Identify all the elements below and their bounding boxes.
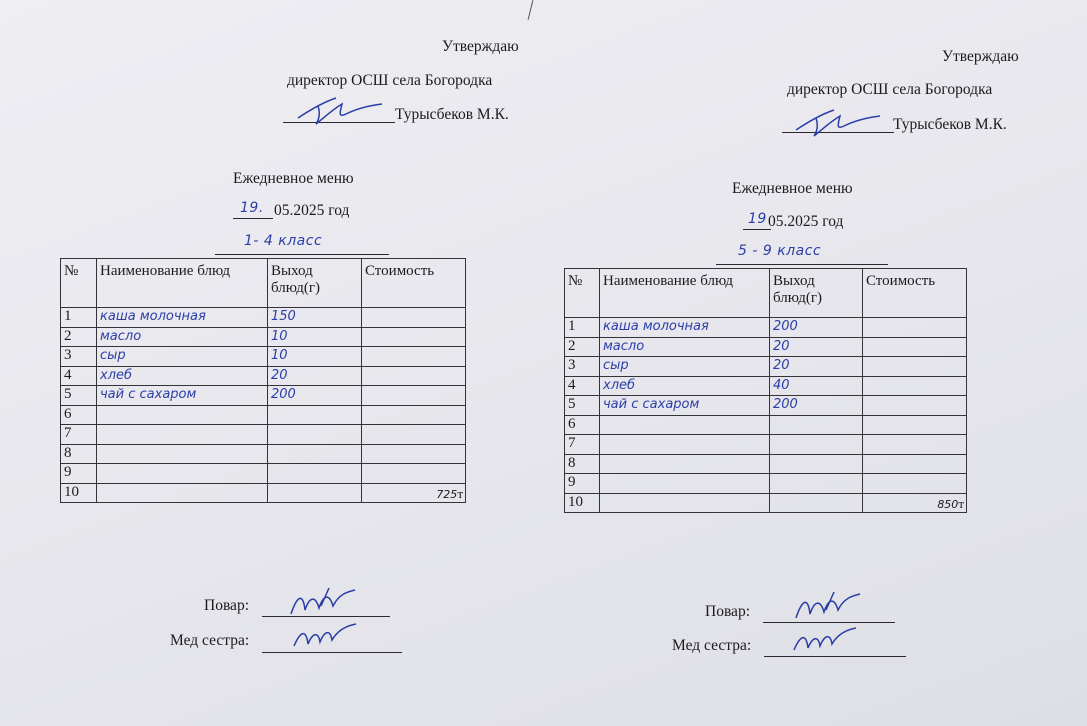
director-title: директор ОСШ села Богородка xyxy=(787,81,993,98)
dish-cost xyxy=(863,454,967,474)
cook-signature xyxy=(790,590,870,626)
menu-table xyxy=(564,268,967,513)
dish-name: каша молочная xyxy=(97,308,268,328)
total-cost: 725т xyxy=(436,486,463,501)
table-row xyxy=(565,493,967,513)
dish-name: масло xyxy=(600,337,770,357)
dish-cost xyxy=(863,435,967,455)
dish-name: хлеб xyxy=(97,366,268,386)
class-label: 1- 4 класс xyxy=(244,233,323,249)
director-signature xyxy=(788,104,888,144)
dish-output xyxy=(770,415,863,435)
approve-label: Утверждаю xyxy=(442,38,519,55)
class-label: 5 - 9 класс xyxy=(738,243,822,259)
date-rest: 05.2025 год xyxy=(768,213,844,230)
dish-output: 200 xyxy=(770,318,863,338)
dish-output xyxy=(770,454,863,474)
dish-name: чай с сахаром xyxy=(97,386,268,406)
dish-output: 150 xyxy=(268,308,362,328)
director-title: директор ОСШ села Богородка xyxy=(287,72,493,89)
dish-cost xyxy=(863,318,967,338)
dish-output: 40 xyxy=(770,376,863,396)
date-day: 19 xyxy=(748,211,767,227)
col-cost: Стоимость xyxy=(863,269,967,318)
col-num: № xyxy=(61,259,97,308)
nurse-label: Мед сестра: xyxy=(672,637,752,654)
col-output: Выход блюд(г) xyxy=(268,259,362,308)
dish-output xyxy=(770,435,863,455)
dish-cost xyxy=(863,376,967,396)
table-row xyxy=(565,376,967,396)
row-num: 7 xyxy=(61,425,97,445)
row-num: 10 xyxy=(565,493,600,513)
dish-cost xyxy=(863,357,967,377)
dish-name xyxy=(600,435,770,455)
dish-output: 20 xyxy=(770,357,863,377)
table-row xyxy=(565,435,967,455)
dish-name xyxy=(600,493,770,513)
menu-title: Ежедневное меню xyxy=(732,180,853,197)
table-row xyxy=(565,318,967,338)
date-rest: 05.2025 год xyxy=(274,202,350,219)
table-row xyxy=(565,357,967,377)
row-num: 7 xyxy=(565,435,600,455)
dish-output: 200 xyxy=(770,396,863,416)
col-output: Выход блюд(г) xyxy=(770,269,863,318)
dish-output xyxy=(770,474,863,494)
approve-label: Утверждаю xyxy=(942,48,1019,65)
date-day: 19. xyxy=(240,200,264,216)
row-num: 5 xyxy=(565,396,600,416)
row-num: 3 xyxy=(565,357,600,377)
dish-output: 200 xyxy=(268,386,362,406)
col-cost: Стоимость xyxy=(362,259,466,308)
row-num: 8 xyxy=(61,444,97,464)
nurse-signature xyxy=(790,624,860,658)
table-row xyxy=(565,474,967,494)
row-num: 2 xyxy=(61,327,97,347)
director-name: Турысбеков М.К. xyxy=(893,116,1007,133)
dish-cost xyxy=(863,415,967,435)
total-cost: 850т xyxy=(937,496,964,511)
row-num: 4 xyxy=(61,366,97,386)
col-num: № xyxy=(565,269,600,318)
dish-output: 20 xyxy=(770,337,863,357)
row-num: 1 xyxy=(565,318,600,338)
dish-name: масло xyxy=(97,327,268,347)
row-num: 2 xyxy=(565,337,600,357)
row-num: 1 xyxy=(61,308,97,328)
row-num: 4 xyxy=(565,376,600,396)
dish-cost xyxy=(863,337,967,357)
row-num: 6 xyxy=(565,415,600,435)
nurse-label: Мед сестра: xyxy=(170,632,250,649)
row-num: 6 xyxy=(61,405,97,425)
cook-label: Повар: xyxy=(705,603,750,620)
dish-cost xyxy=(863,474,967,494)
dish-name: сыр xyxy=(600,357,770,377)
dish-output: 10 xyxy=(268,327,362,347)
row-num: 10 xyxy=(61,483,97,503)
row-num: 9 xyxy=(565,474,600,494)
table-row xyxy=(565,415,967,435)
menu-title: Ежедневное меню xyxy=(233,170,354,187)
dish-cost xyxy=(863,493,967,513)
dish-name xyxy=(600,415,770,435)
dish-name: каша молочная xyxy=(600,318,770,338)
dish-name: сыр xyxy=(97,347,268,367)
dish-name xyxy=(600,474,770,494)
dish-output: 10 xyxy=(268,347,362,367)
dish-name: хлеб xyxy=(600,376,770,396)
table-row xyxy=(565,337,967,357)
cook-label: Повар: xyxy=(204,597,249,614)
dish-output: 20 xyxy=(268,366,362,386)
dish-cost xyxy=(863,396,967,416)
row-num: 5 xyxy=(61,386,97,406)
dish-name: чай с сахаром xyxy=(600,396,770,416)
row-num: 8 xyxy=(565,454,600,474)
table-row xyxy=(565,454,967,474)
col-name: Наименование блюд xyxy=(600,269,770,318)
dish-output xyxy=(770,493,863,513)
table-row xyxy=(565,396,967,416)
row-num: 3 xyxy=(61,347,97,367)
director-name: Турысбеков М.К. xyxy=(395,106,509,123)
dish-name xyxy=(600,454,770,474)
row-num: 9 xyxy=(61,464,97,484)
col-name: Наименование блюд xyxy=(97,259,268,308)
